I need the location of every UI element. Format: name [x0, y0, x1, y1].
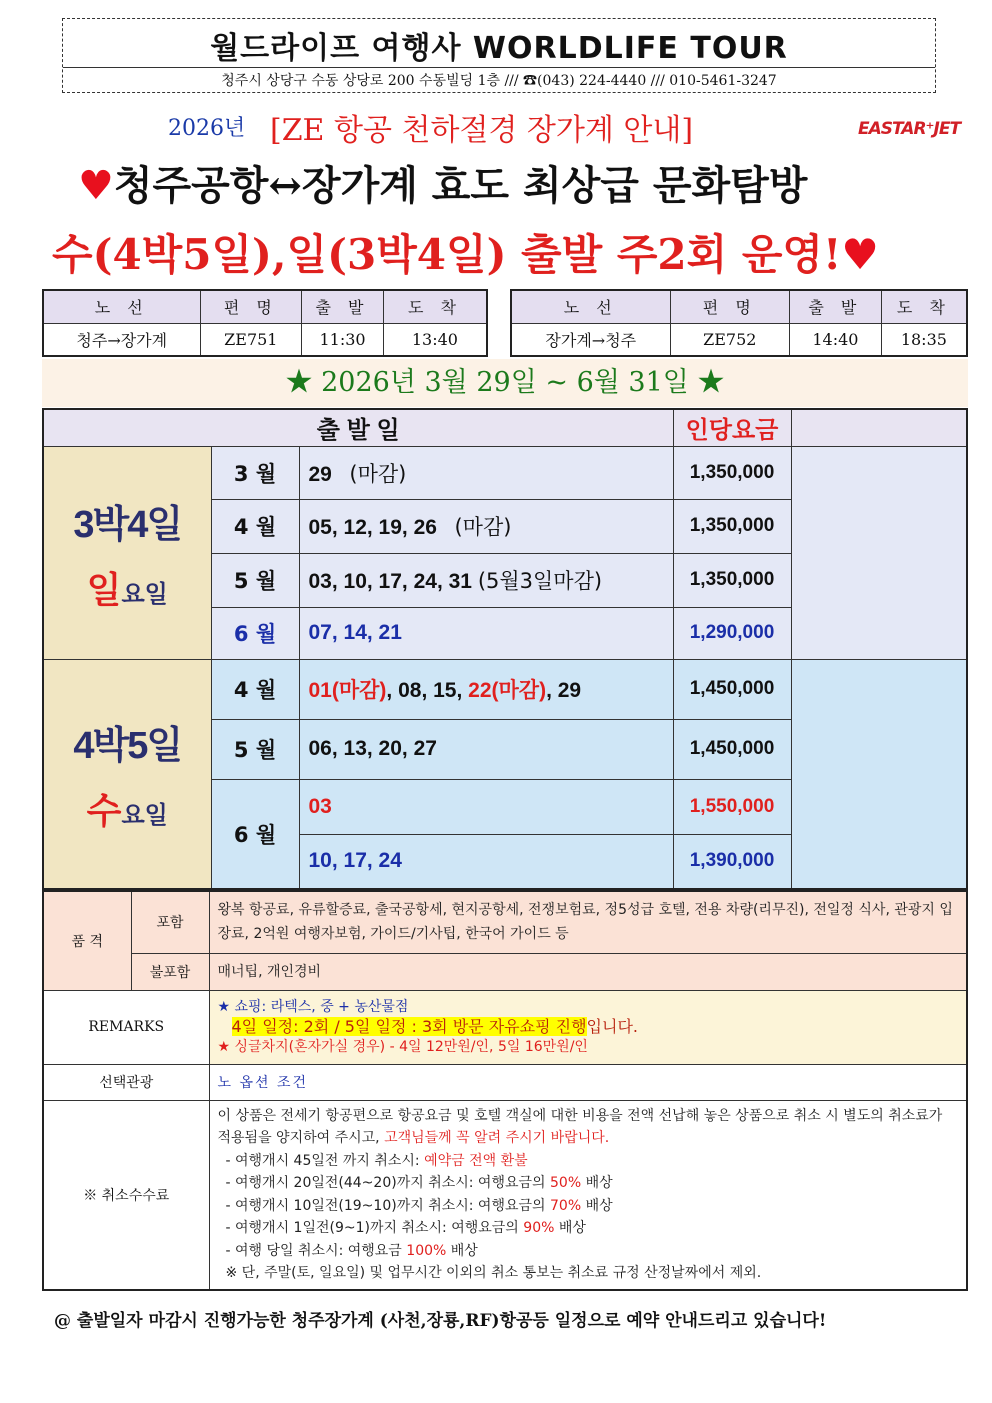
group-nights: 4박5일 [73, 724, 182, 767]
cancel-item: - 여행개시 45일전 까지 취소시: 예약금 전액 환불 [225, 1152, 528, 1169]
subtitle-schedule-text: 수(4박5일),일(3박4일) 출발 주2회 운영! [52, 230, 842, 279]
remarks-text [209, 990, 967, 1064]
flight-table-inbound [510, 289, 968, 357]
header-arrive: 도 착 [881, 290, 967, 323]
subtitle-schedule [52, 222, 879, 282]
group-4n5d-label [43, 659, 211, 889]
flight-table-outbound [42, 289, 488, 357]
header-route: 노 선 [511, 290, 670, 323]
heart-icon: ♥ [841, 230, 880, 279]
option-text: 노 옵션 조건 [209, 1064, 967, 1100]
header-route: 노 선 [43, 290, 200, 323]
exclude-text: 매너팁, 개인경비 [209, 953, 967, 990]
month-cell: 4 월 [211, 659, 299, 719]
notes-cell [791, 659, 967, 889]
price-cell: 1,450,000 [673, 719, 791, 779]
dates-cell: 29 (마감) [299, 446, 673, 499]
cancel-item: - 여행 당일 취소시: 여행요금 100% 배상 [225, 1242, 478, 1259]
pumgyeok-label: 품 격 [43, 891, 131, 990]
cancel-policy [209, 1100, 967, 1290]
dates-cell: 05, 12, 19, 26 (마감) [299, 499, 673, 553]
inbound-depart: 14:40 [790, 323, 882, 356]
remarks-shopping: ★ 쇼핑: 라텍스, 중 + 농산물점 [217, 998, 409, 1015]
title-year: 2026년 [168, 116, 246, 141]
include-label: 포함 [131, 891, 209, 953]
cancel-label: ※ 취소수수료 [43, 1100, 209, 1290]
price-cell: 1,550,000 [673, 779, 791, 834]
header-depart: 출 발 [302, 290, 384, 323]
price-cell: 1,350,000 [673, 499, 791, 553]
remarks-label: REMARKS [43, 990, 209, 1064]
tour-period-banner: ★ 2026년 3월 29일 ~ 6월 31일 ★ [42, 359, 968, 407]
cancel-note: ※ 단, 주말(토, 일요일) 및 업무시간 이외의 취소 통보는 취소료 규정 산정날짜에서 제외. [225, 1265, 762, 1281]
page-title: [ZE 항공 천하절경 장가계 안내] [270, 113, 694, 148]
month-cell: 5 월 [211, 719, 299, 779]
remarks-visits: 4일 일정: 2회 / 5일 일정 : 3회 방문 자유쇼핑 진행입니다. [231, 1016, 639, 1036]
subtitle-route [78, 154, 807, 211]
price-header: 인당요금 [673, 409, 791, 446]
price-cell: 1,350,000 [673, 553, 791, 607]
outbound-arrive: 13:40 [383, 323, 487, 356]
footer-notice: @ 출발일자 마감시 진행가능한 청주장가계 (사천,장룡,RF)항공등 일정으로 예약 안내드리고 있습니다! [54, 1311, 827, 1331]
group-day: 일요일 [86, 568, 168, 610]
cancel-item: - 여행개시 1일전(9~1)까지 취소시: 여행요금의 90% 배상 [225, 1220, 586, 1236]
price-cell: 1,390,000 [673, 834, 791, 889]
price-cell: 1,290,000 [673, 607, 791, 659]
month-cell: 5 월 [211, 553, 299, 607]
departure-header: 출 발 일 [43, 409, 673, 446]
group-day: 수요일 [86, 789, 168, 831]
dates-cell: 10, 17, 24 [299, 834, 673, 889]
heart-icon: ♥ [78, 162, 114, 209]
outbound-depart: 11:30 [302, 323, 384, 356]
eastar-jet-logo: EASTAR⁺JET [858, 119, 961, 139]
notes-cell [791, 446, 967, 659]
outbound-flight: ZE751 [200, 323, 302, 356]
agency-address: 청주시 상당구 수동 상당로 200 수동빌딩 1층 /// ☎(043) 224-4440 /// 010-5461-3247 [63, 67, 935, 90]
price-cell: 1,450,000 [673, 659, 791, 719]
month-cell: 4 월 [211, 499, 299, 553]
dates-cell: 03 [299, 779, 673, 834]
dates-cell: 01(마감), 08, 15, 22(마감), 29 [299, 659, 673, 719]
info-table [42, 890, 968, 1291]
inbound-route: 장가계→청주 [511, 323, 670, 356]
header-flight: 편 명 [200, 290, 302, 323]
agency-header [62, 18, 936, 93]
include-text: 왕복 항공료, 유류할증료, 출국공항세, 현지공항세, 전쟁보험료, 정5성급 호텔, 전용 차량(리무진), 전일정 식사, 관광지 입장료, 2억원 여행자보험, 가이드/기사팁, 한국어 가이드 등 [209, 891, 967, 953]
month-cell: 6 월 [211, 607, 299, 659]
inbound-arrive: 18:35 [881, 323, 967, 356]
agency-brand: 월드라이프 여행사 WORLDLIFE TOUR [210, 31, 788, 66]
header-flight: 편 명 [670, 290, 790, 323]
header-arrive: 도 착 [383, 290, 487, 323]
cancel-item: - 여행개시 20일전(44~20)까지 취소시: 여행요금의 50% 배상 [225, 1175, 613, 1191]
group-nights: 3박4일 [73, 503, 182, 546]
blank-header [791, 409, 967, 446]
dates-cell: 07, 14, 21 [299, 607, 673, 659]
cancel-intro: 이 상품은 전세기 항공편으로 항공요금 및 호텔 객실에 대한 비용을 전액 선납해 놓은 상품으로 취소 시 별도의 취소료가 적용됨을 양지하여 주시고, 고객님들께 꼭 알려 주시기 바랍니다. [217, 1107, 943, 1146]
subtitle-route-text: 청주공항↔장가계 효도 최상급 문화탐방 [113, 162, 808, 209]
option-label: 선택관광 [43, 1064, 209, 1100]
group-3n4d-label [43, 446, 211, 659]
month-cell: 6 월 [211, 779, 299, 889]
schedule-table [42, 408, 968, 890]
header-depart: 출 발 [790, 290, 882, 323]
inbound-flight: ZE752 [670, 323, 790, 356]
remarks-single-charge: ★ 싱글차지(혼자가실 경우) - 4일 12만원/인, 5일 16만원/인 [217, 1038, 588, 1055]
price-cell: 1,350,000 [673, 446, 791, 499]
month-cell: 3 월 [211, 446, 299, 499]
outbound-route: 청주→장가계 [43, 323, 200, 356]
dates-cell: 06, 13, 20, 27 [299, 719, 673, 779]
dates-cell: 03, 10, 17, 24, 31 (5월3일마감) [299, 553, 673, 607]
exclude-label: 불포함 [131, 953, 209, 990]
cancel-item: - 여행개시 10일전(19~10)까지 취소시: 여행요금의 70% 배상 [225, 1197, 613, 1214]
title-row [0, 103, 992, 147]
